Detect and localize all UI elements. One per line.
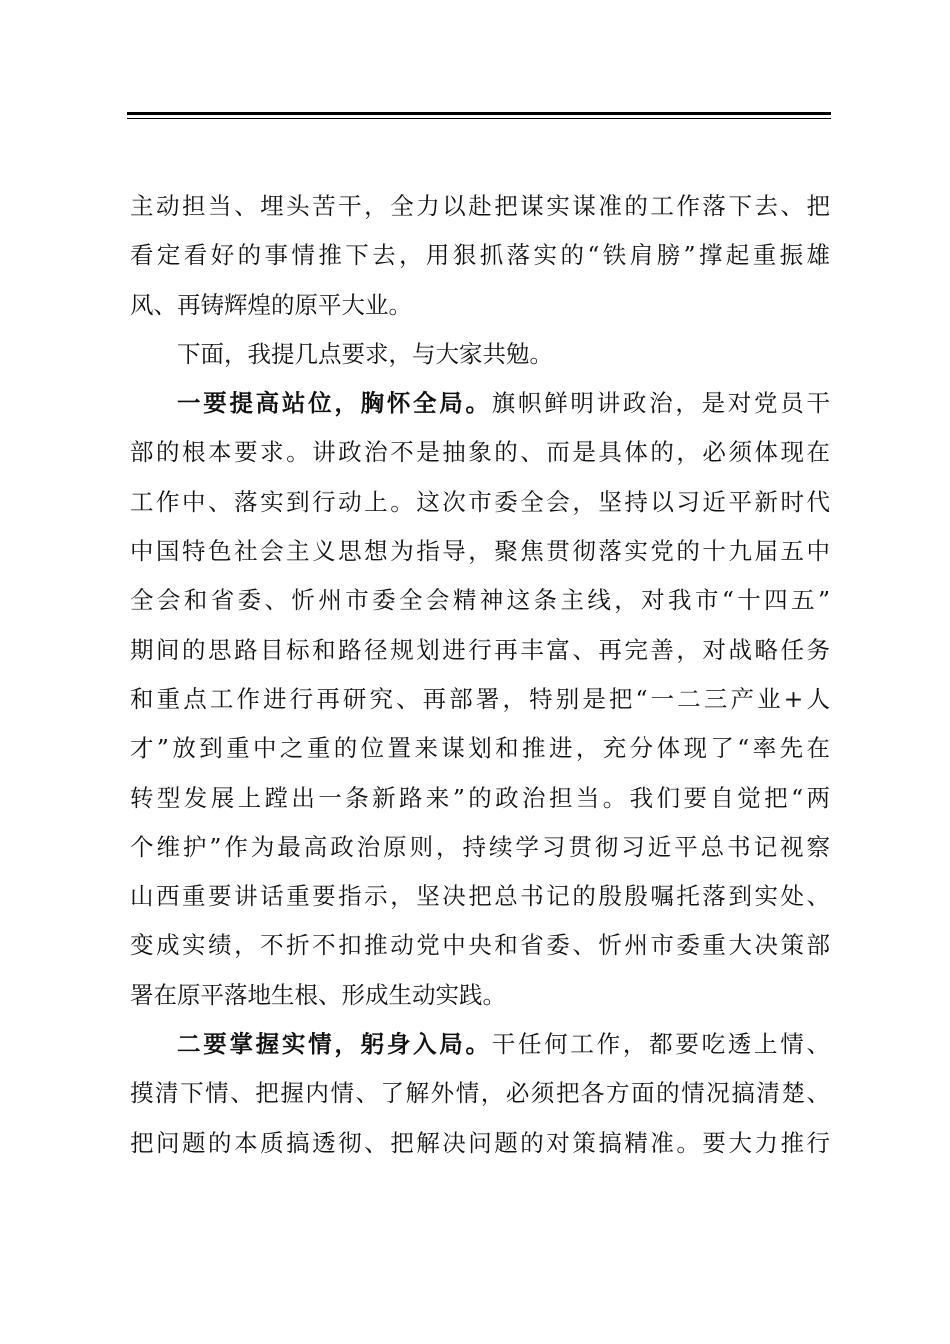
text-line: 和重点工作进行再研究、再部署，特别是把“一二三产业+人 [130, 684, 830, 713]
text-line: 个维护”作为最高政治原则，持续学习贯彻习近平总书记视察 [130, 832, 830, 861]
text-line: 主动担当、埋头苦干，全力以赴把谋实谋准的工作落下去、把 [130, 192, 830, 220]
text-line: 转型发展上蹚出一条新路来”的政治担当。我们要自觉把“两 [130, 783, 830, 812]
text-line [130, 379, 830, 428]
text-line: 山西重要讲话重要指示，坚决把总书记的殷殷嘱托落到实处、 [130, 882, 830, 911]
text-line: 全会和省委、忻州市委全会精神这条主线，对我市“十四五” [130, 586, 830, 615]
text-line: 部的根本要求。讲政治不是抽象的、而是具体的，必须体现在 [130, 438, 830, 467]
text-line: 中国特色社会主义思想为指导，聚焦贯彻落实党的十九届五中 [130, 537, 830, 566]
point-heading: 二要掌握实情，躬身入局。 [177, 1030, 492, 1059]
paragraph-continuation [130, 182, 830, 330]
text-segment: 旗帜鲜明讲政治，是对党员干 [491, 389, 830, 418]
text-line: 下面，我提几点要求，与大家共勉。 [177, 339, 553, 368]
text-line: 才”放到重中之重的位置来谋划和推进，充分体现了“率先在 [130, 734, 830, 763]
text-line: 风、再铸辉煌的原平大业。 [130, 290, 412, 319]
text-line: 摸清下情、把握内情、了解外情，必须把各方面的情况搞清楚、 [130, 1079, 830, 1108]
text-segment: 干任何工作，都要吃透上情、 [491, 1030, 830, 1059]
paragraph-point-one [130, 379, 830, 1020]
paragraph-intro [130, 330, 830, 379]
point-heading: 一要提高站位，胸怀全局。 [177, 389, 492, 418]
text-line [130, 1020, 830, 1069]
text-line: 期间的思路目标和路径规划进行再丰富、再完善，对战略任务 [130, 635, 830, 664]
text-line: 变成实绩，不折不扣推动党中央和省委、忻州市委重大决策部 [130, 931, 830, 960]
header-rule-thick [127, 112, 831, 115]
text-line: 把问题的本质搞透彻、把解决问题的对策搞精准。要大力推行 [130, 1128, 830, 1157]
text-line: 看定看好的事情推下去，用狠抓落实的“铁肩膀”撑起重振雄 [130, 241, 830, 270]
document-body [130, 182, 830, 1168]
paragraph-point-two [130, 1020, 830, 1168]
header-rule-thin [127, 118, 831, 119]
text-line: 署在原平落地生根、形成生动实践。 [130, 980, 506, 1009]
text-line: 工作中、落实到行动上。这次市委全会，坚持以习近平新时代 [130, 487, 830, 516]
